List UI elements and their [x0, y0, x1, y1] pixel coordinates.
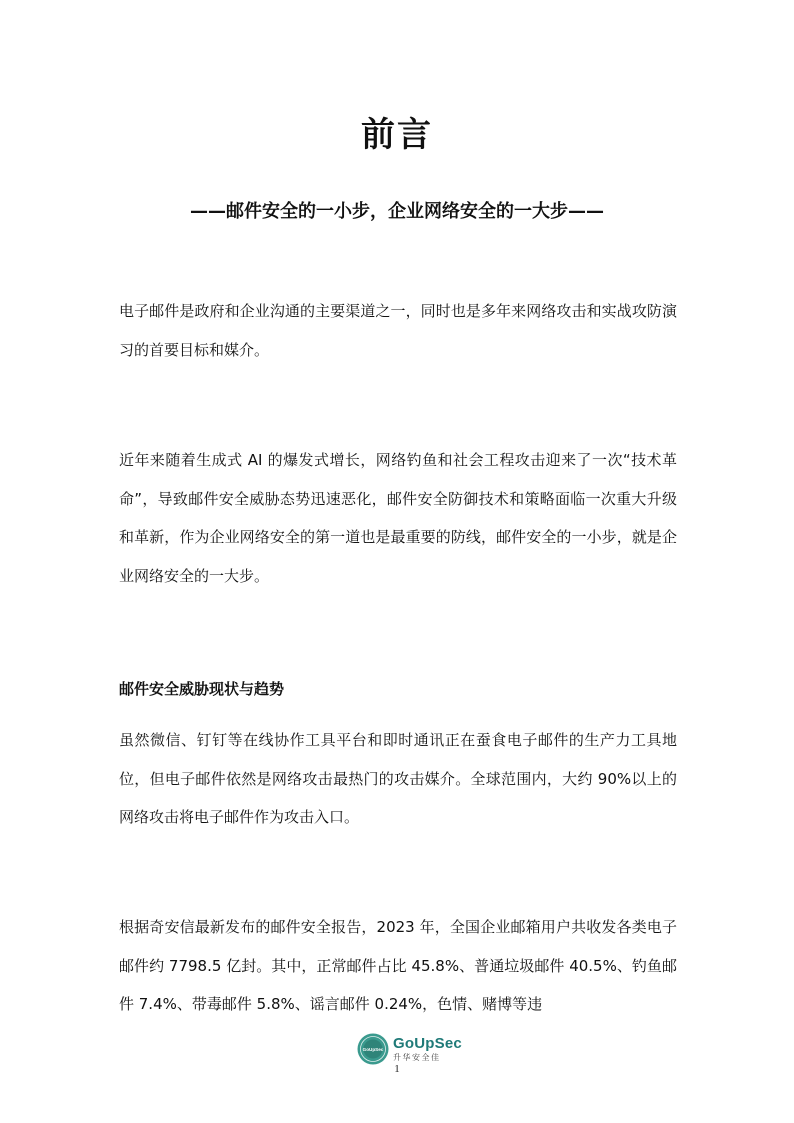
paragraph-report-stats: 根据奇安信最新发布的邮件安全报告，2023 年，全国企业邮箱用户共收发各类电子邮件约 7798.5 亿封。其中，正常邮件占比 45.8%、普通垃圾邮件 40.5%、钓鱼邮件 7.4%、带毒邮件 5.8%、谣言邮件 0.24%，色情、赌博等违	[119, 918, 677, 1013]
section-heading: 邮件安全威胁现状与趋势	[119, 680, 285, 698]
logo-text	[393, 1036, 462, 1063]
svg-text:GoUpSec: GoUpSec	[362, 1046, 384, 1052]
paragraph-intro: 电子邮件是政府和企业沟通的主要渠道之一，同时也是多年来网络攻击和实战攻防演习的首要目标和媒介。	[119, 302, 677, 359]
paragraph-ai-threats: 近年来随着生成式 AI 的爆发式增长，网络钓鱼和社会工程攻击迎来了一次“技术革命”，导致邮件安全威胁态势迅速恶化，邮件安全防御技术和策略面临一次重大升级和革新，作为企业网络安全的第一道也是最重要的防线，邮件安全的一小步，就是企业网络安全的一大步。	[119, 451, 677, 585]
paragraph-email-status: 虽然微信、钉钉等在线协作工具平台和即时通讯正在蚕食电子邮件的生产力工具地位，但电子邮件依然是网络攻击最热门的攻击媒介。全球范围内，大约 90%以上的网络攻击将电子邮件作为攻击入口。	[119, 731, 677, 826]
goupsec-badge-icon	[357, 1033, 389, 1065]
brand-tagline: 升华安全佳	[393, 1052, 441, 1062]
page-number: 1	[394, 1063, 400, 1075]
footer-logo	[357, 1032, 462, 1066]
page-title: 前言	[361, 115, 433, 155]
brand-name: GoUpSec	[393, 1034, 462, 1052]
page-subtitle: ——邮件安全的一小步，企业网络安全的一大步——	[190, 201, 604, 222]
